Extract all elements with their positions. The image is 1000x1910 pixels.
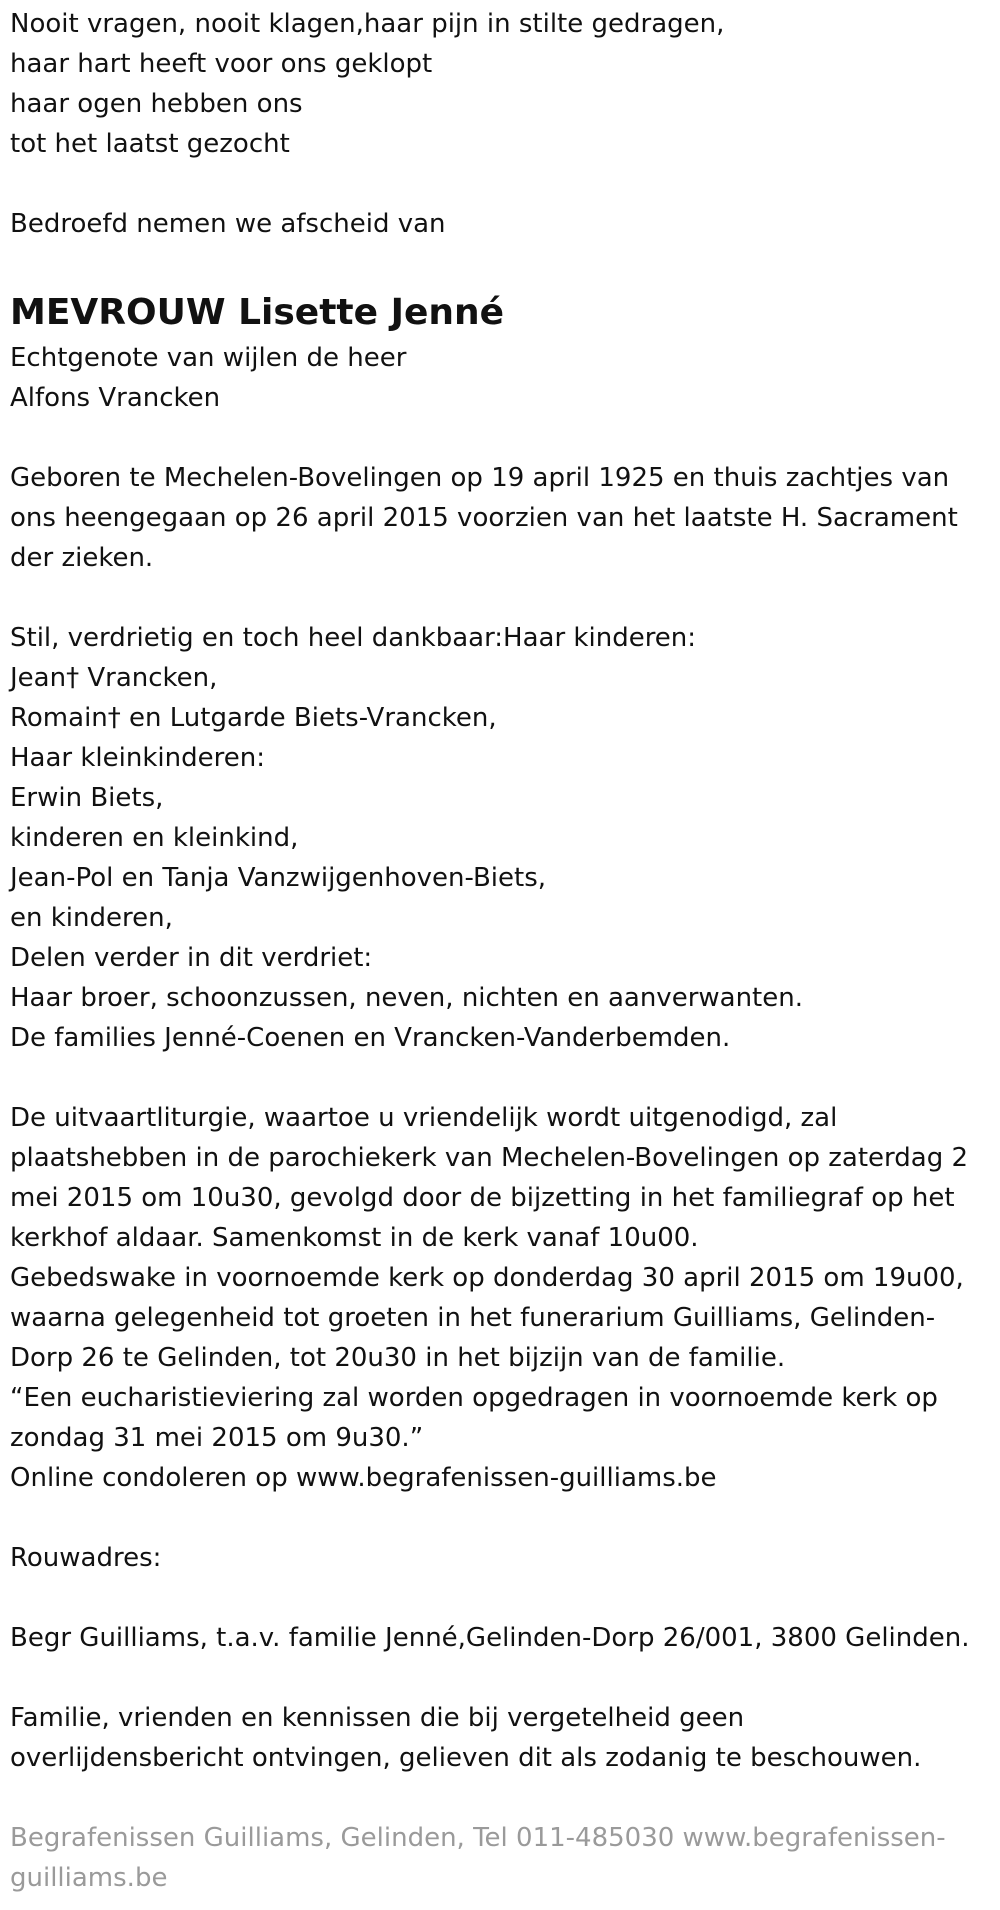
notice-text: Familie, vrienden en kennissen die bij vergetelheid geen overlijdensbericht ontvingen, gelieven dit als zodanig te beschouwen. <box>10 1703 922 1773</box>
spacer <box>10 1498 970 1538</box>
family-line: kinderen en kleinkind, <box>10 823 299 853</box>
footer-text: Begrafenissen Guilliams, Gelinden, Tel 011-485030 www.begrafenissen-guilliams.be <box>10 1823 946 1893</box>
family-line: Haar broer, schoonzussen, neven, nichten en aanverwanten. <box>10 983 803 1013</box>
spacer <box>10 1058 970 1098</box>
wake-text: Gebedswake in voornoemde kerk op donderdag 30 april 2015 om 19u00, waarna gelegenheid tot groeten in het funerarium Guilliams, Gelinden-Dorp 26 te Gelinden, tot 20u30 in het bijzijn van de familie. <box>10 1263 964 1373</box>
condolence-link[interactable]: Online condoleren op www.begrafenissen-guilliams.be <box>10 1463 717 1493</box>
spacer <box>10 578 970 618</box>
spacer <box>10 1778 970 1818</box>
liturgy-text: De uitvaartliturgie, waartoe u vriendelijk wordt uitgenodigd, zal plaatshebben in de parochiekerk van Mechelen-Bovelingen op zaterdag 2 mei 2015 om 10u30, gevolgd door de bijzetting in het familiegraf op het kerkhof aldaar. Samenkomst in de kerk vanaf 10u00. <box>10 1103 969 1253</box>
family-line: Jean† Vrancken, <box>10 663 218 693</box>
family-line: Haar kleinkinderen: <box>10 743 265 773</box>
poem-line: haar hart heeft voor ons geklopt <box>10 49 433 79</box>
spacer <box>10 418 970 458</box>
family-line: Jean-Pol en Tanja Vanzwijgenhoven-Biets, <box>10 863 547 893</box>
eucharist-text: “Een eucharistieviering zal worden opgedragen in voornoemde kerk op zondag 31 mei 2015 om 9u30.” <box>10 1383 938 1453</box>
birth-death-text: Geboren te Mechelen-Bovelingen op 19 april 1925 en thuis zachtjes van ons heengegaan op 26 april 2015 voorzien van het laatste H. Sacrament der zieken. <box>10 463 958 573</box>
spacer <box>10 244 970 284</box>
relation-line: Alfons Vrancken <box>10 383 221 413</box>
poem-line: haar ogen hebben ons <box>10 89 303 119</box>
family-list <box>10 618 970 1058</box>
poem-line: Nooit vragen, nooit klagen,haar pijn in stilte gedragen, <box>10 9 725 39</box>
deceased-name: MEVROUW Lisette Jenné <box>10 292 505 333</box>
family-line: Delen verder in dit verdriet: <box>10 943 373 973</box>
family-line: Erwin Biets, <box>10 783 164 813</box>
family-line: Stil, verdrietig en toch heel dankbaar:Haar kinderen: <box>10 623 697 653</box>
family-line: Romain† en Lutgarde Biets-Vrancken, <box>10 703 497 733</box>
funeral-info <box>10 1098 970 1498</box>
poem-line: tot het laatst gezocht <box>10 129 290 159</box>
spacer <box>10 164 970 204</box>
address-label: Rouwadres: <box>10 1543 162 1573</box>
address-value: Begr Guilliams, t.a.v. familie Jenné,Gelinden-Dorp 26/001, 3800 Gelinden. <box>10 1623 970 1653</box>
spacer <box>10 1658 970 1698</box>
intro-text: Bedroefd nemen we afscheid van <box>10 209 446 239</box>
spacer <box>10 1578 970 1618</box>
family-line: en kinderen, <box>10 903 173 933</box>
relation-line: Echtgenote van wijlen de heer <box>10 343 407 373</box>
poem-block <box>10 4 970 164</box>
family-line: De families Jenné-Coenen en Vrancken-Vanderbemden. <box>10 1023 731 1053</box>
